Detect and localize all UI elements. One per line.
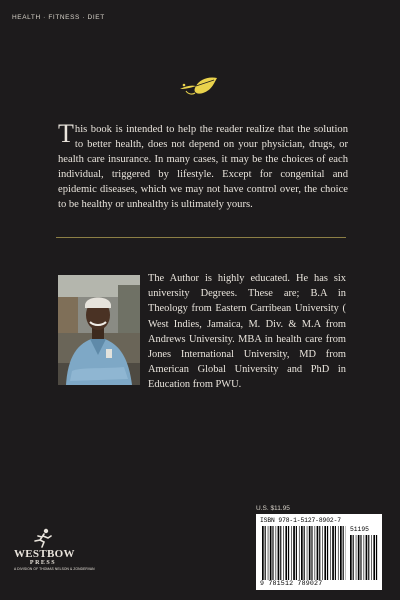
leaf-ornament-icon bbox=[178, 72, 222, 98]
runner-icon bbox=[32, 528, 54, 548]
price-barcode-bars bbox=[350, 535, 378, 580]
ean-barcode-bars bbox=[262, 526, 346, 580]
category-label: HEALTH · FITNESS · DIET bbox=[12, 14, 105, 21]
publisher-name: WESTBOW bbox=[14, 548, 75, 560]
author-photo bbox=[58, 275, 140, 385]
barcode-digits: 9 781512 789027 bbox=[260, 580, 323, 587]
publisher-logo bbox=[14, 528, 95, 588]
drop-cap: T bbox=[58, 119, 74, 148]
publisher-division: A DIVISION OF THOMAS NELSON & ZONDERVAN bbox=[14, 567, 95, 571]
divider-line bbox=[56, 237, 346, 238]
book-description bbox=[58, 119, 348, 212]
price-code: 51195 bbox=[350, 526, 369, 533]
isbn-number: ISBN 978-1-5127-8902-7 bbox=[260, 517, 341, 524]
price-label: U.S. $11.95 bbox=[256, 505, 290, 512]
book-description-text: his book is intended to help the reader realize that the solution to better health, does not depend on your physician, drugs, or health care insurance. In many cases, it may be the choices of each individual, triggered by lifestyle. Except for congenital and epidemic diseases, which we may not have control over, the choice to be healthy or unhealthy is ultimately yours. bbox=[58, 124, 348, 210]
isbn-barcode bbox=[256, 514, 382, 590]
author-bio: The Author is highly educated. He has six university Degrees. These are; B.A in Theology from Eastern Carribean University ( West Indies, Jamaica, M. Div. & M.A from Andrews University. MBA in health care from Jones International University, MD from American Global University and PhD in Education from PWU. bbox=[148, 273, 346, 391]
publisher-sub: PRESS bbox=[29, 560, 57, 566]
